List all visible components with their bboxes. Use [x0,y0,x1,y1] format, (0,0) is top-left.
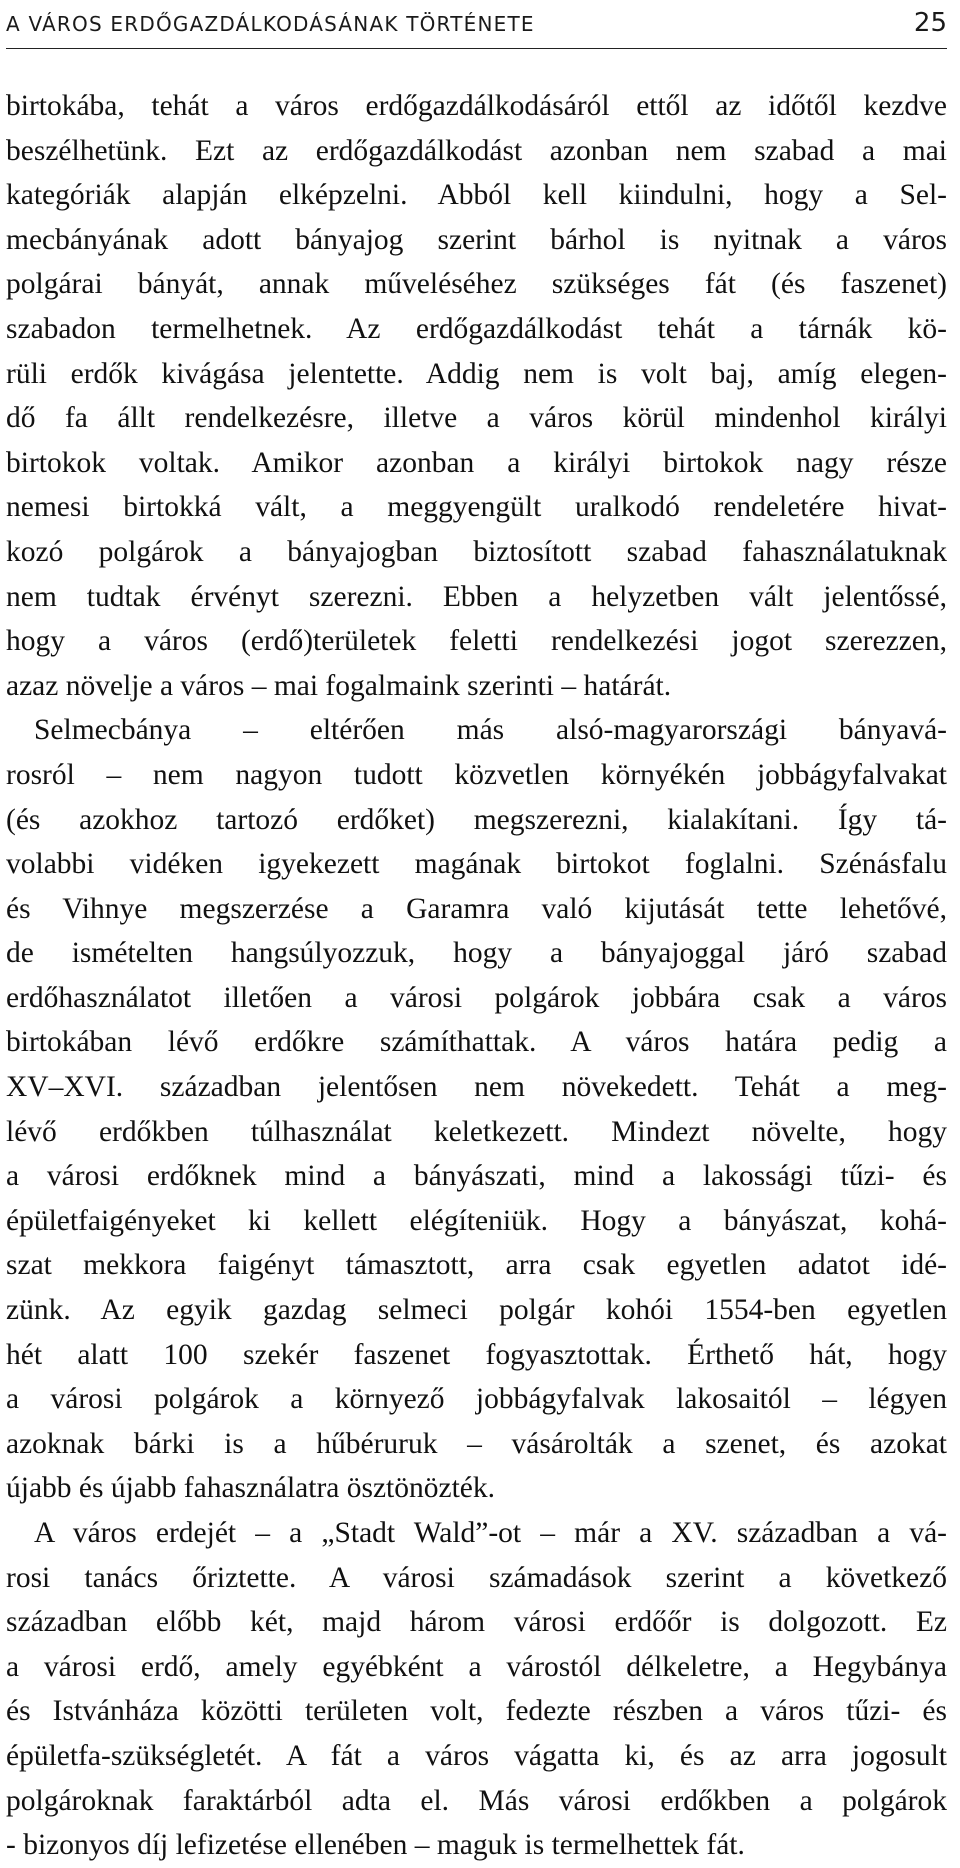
text-line: mecbányának adott bányajog szerint bárhol is nyitnak a város [6,223,947,256]
text-line: Selmecbánya – eltérően más alsó-magyarországi bányavá- [34,714,947,747]
text-line: rüli erdők kivágása jelentette. Addig nem is volt baj, amíg elegen- [6,357,947,390]
text-line: épületfa-szükségletét. A fát a város vágatta ki, és az arra jogosult [6,1739,947,1772]
text-line: hét alatt 100 szekér faszenet fogyasztottak. Érthető hát, hogy [6,1338,947,1371]
text-line: - bizonyos díj lefizetése ellenében – maguk is termelhettek fát. [6,1829,745,1862]
text-line: lévő erdőkben túlhasználat keletkezett. Mindezt növelte, hogy [6,1115,947,1148]
text-line: kozó polgárok a bányajogban biztosított szabad fahasználatuknak [6,535,947,568]
text-line: és Vihnye megszerzése a Garamra való kijutását tette lehetővé, [6,892,947,925]
text-line: polgároknak faraktárból adta el. Más városi erdőkben a polgárok [6,1784,947,1817]
text-line: újabb és újabb fahasználatra ösztönözték. [6,1472,496,1505]
text-line: rosi tanács őriztette. A városi számadások szerint a következő [6,1561,947,1594]
text-line: szabadon termelhetnek. Az erdőgazdálkodást tehát a tárnák kö- [6,312,947,345]
text-line: a városi erdőknek mind a bányászati, mind a lakossági tűzi- és [6,1160,947,1193]
text-line: kategóriák alapján elképzelni. Abból kell kiindulni, hogy a Sel- [6,179,947,212]
text-line: rosról – nem nagyon tudott közvetlen környékén jobbágyfalvakat [6,758,947,791]
text-line: XV–XVI. században jelentősen nem növekedett. Tehát a meg- [6,1071,947,1104]
text-line: és Istvánháza közötti területen volt, fedezte részben a város tűzi- és [6,1695,947,1728]
text-line: (és azokhoz tartozó erdőket) megszerezni, kialakítani. Így tá- [6,803,947,836]
text-line: a városi erdő, amely egyébként a várostól délkeletre, a Hegybánya [6,1650,947,1683]
text-line: zünk. Az egyik gazdag selmeci polgár kohói 1554-ben egyetlen [6,1294,947,1327]
text-line: épületfaigényeket ki kellett elégíteniük. Hogy a bányászat, kohá- [6,1204,947,1237]
text-line: nemesi birtokká vált, a meggyengült uralkodó rendeletére hivat- [6,491,947,524]
running-header [6,4,947,49]
text-line: a városi polgárok a környező jobbágyfalvak lakosaitól – légyen [6,1383,947,1416]
text-line: birtokába, tehát a város erdőgazdálkodásáról ettől az időtől kezdve [6,90,947,122]
text-line: volabbi vidéken igyekezett magának birtokot foglalni. Szénásfalu [6,848,947,881]
text-line: polgárai bányát, annak műveléséhez szükséges fát (és faszenet) [6,268,947,301]
text-line: szat mekkora faigényt támasztott, arra csak egyetlen adatot idé- [6,1249,947,1282]
text-line: erdőhasználatot illetően a városi polgárok jobbára csak a város [6,981,947,1014]
text-line: dő fa állt rendelkezésre, illetve a város körül mindenhol királyi [6,402,947,435]
text-line: birtokok voltak. Amikor azonban a királyi birtokok nagy része [6,446,947,479]
text-line: azaz növelje a város – mai fogalmaink szerinti – határát. [6,669,672,702]
page-number: 25 [913,8,947,38]
text-line: beszélhetünk. Ezt az erdőgazdálkodást azonban nem szabad a mai [6,134,947,167]
running-title: A VÁROS ERDŐGAZDÁLKODÁSÁNAK TÖRTÉNETE [6,12,535,36]
text-line: nem tudtak érvényt szerezni. Ebben a helyzetben vált jelentőssé, [6,580,947,613]
text-line: A város erdejét – a „Stadt Wald”-ot – már a XV. században a vá- [34,1517,947,1549]
text-line: azoknak bárki is a hűbéruruk – vásárolták a szenet, és azokat [6,1427,947,1460]
text-line: de ismételten hangsúlyozzuk, hogy a bányajoggal járó szabad [6,937,947,970]
body-text [6,84,947,1868]
text-line: hogy a város (erdő)területek feletti rendelkezési jogot szerezzen, [6,625,947,658]
text-line: birtokában lévő erdőkre számíthattak. A város határa pedig a [6,1026,947,1059]
text-line: században előbb két, majd három városi erdőőr is dolgozott. Ez [6,1606,947,1639]
